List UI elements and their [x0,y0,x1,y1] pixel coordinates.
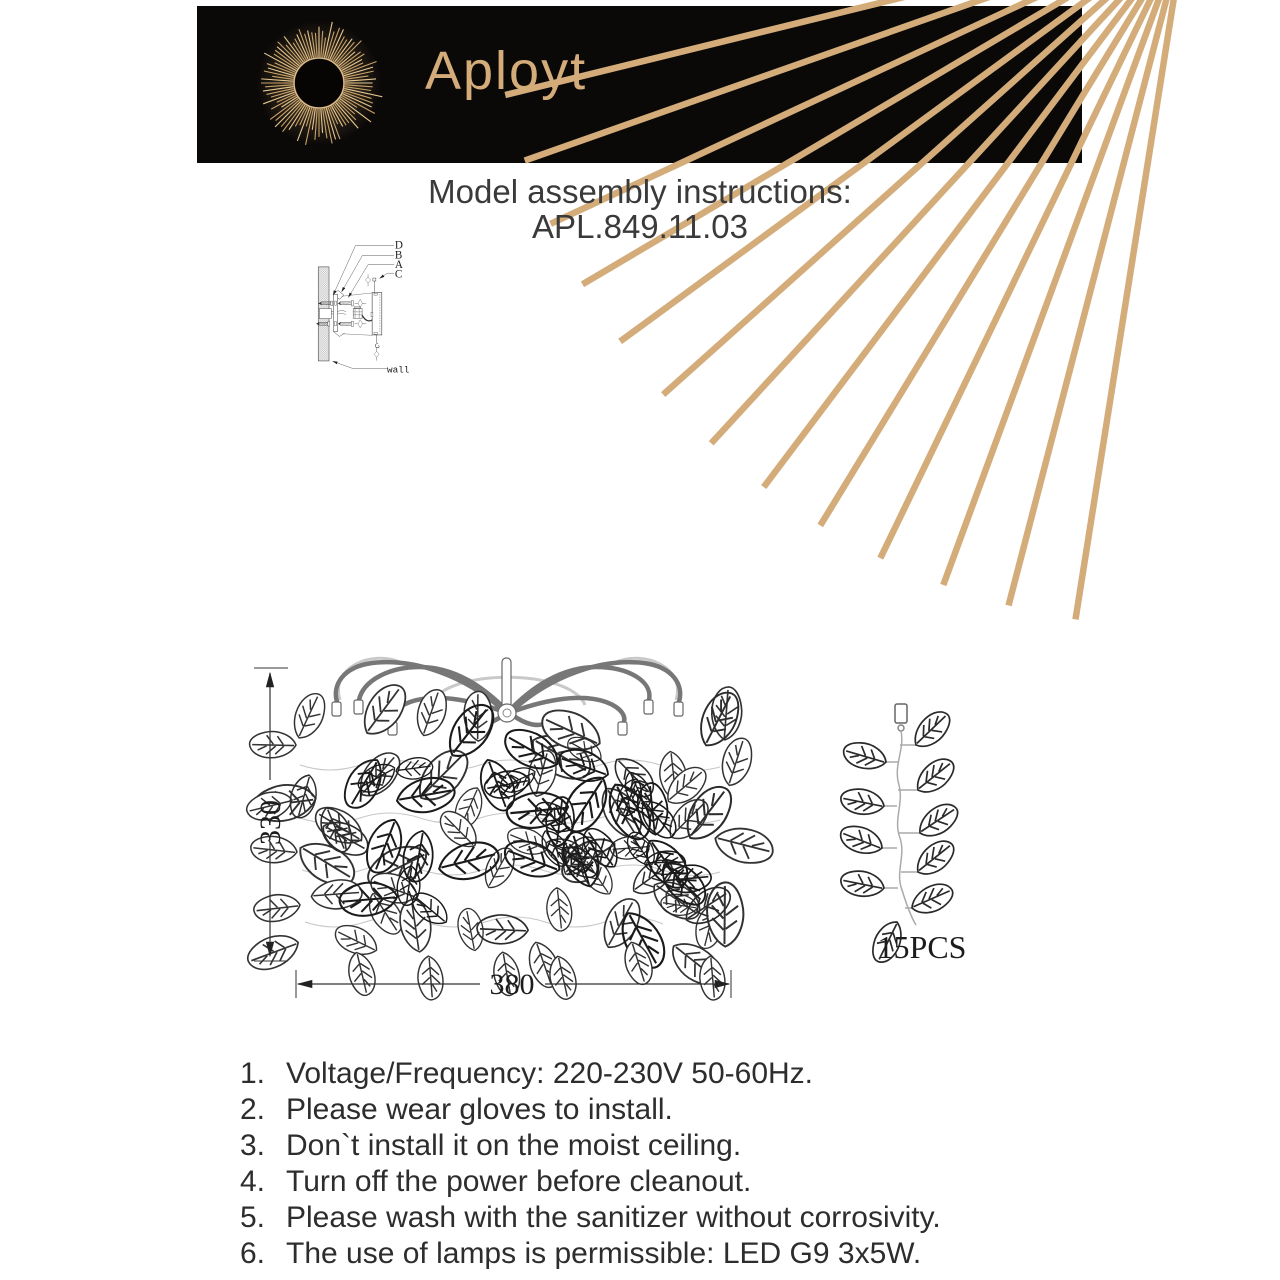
list-item [240,1200,1140,1236]
title-block [0,174,1280,244]
strand-count-label: 15PCS [877,929,967,965]
item-number: 4. [240,1165,266,1198]
arm-hub [498,704,516,722]
bottom-finial [374,335,379,361]
logo-center-disc [294,58,344,108]
part-label-a: A [394,259,403,272]
list-item [240,1092,1140,1128]
terminal-block [353,307,362,319]
height-dimension-label: 330 [254,800,287,845]
wall-label: wall [387,364,410,376]
banner-art [197,6,1082,163]
leaf-cluster [244,678,778,1001]
instructions-list [240,1056,1140,1272]
width-dimension-label: 380 [489,968,535,1001]
center-stem [502,658,511,708]
part-leaders [333,246,394,369]
item-number: 3. [240,1129,266,1162]
list-item [240,1164,1140,1200]
brand-name: Aployt [425,41,588,101]
part-label-d: D [394,239,403,252]
wall-mount-diagram [387,239,780,645]
strand-stem [882,704,920,925]
item-text: The use of lamps is permissible: LED G9 3x5W. [286,1237,922,1270]
front-view-diagram [230,650,770,1020]
item-text: Please wear gloves to install. [286,1093,673,1126]
part-label-c: C [394,268,403,281]
item-number: 1. [240,1057,266,1090]
list-item [240,1128,1140,1164]
list-item [240,1236,1140,1272]
leaf-strand-diagram [830,680,1010,980]
model-number: APL.849.11.03 [532,208,748,245]
item-number: 2. [240,1093,266,1126]
top-cap-screw [365,274,375,292]
backplate [371,293,382,335]
page-title: Model assembly instructions: [428,173,852,210]
brand-banner [197,6,1082,163]
item-text: Please wash with the sanitizer without corrosivity. [286,1201,941,1234]
item-text: Turn off the power before cleanout. [286,1165,752,1198]
item-text: Voltage/Frequency: 220-230V 50-60Hz. [286,1057,814,1090]
part-label-b: B [394,249,403,262]
list-item [240,1056,1140,1092]
item-number: 5. [240,1201,266,1234]
item-text: Don`t install it on the moist ceiling. [286,1129,742,1162]
junction-box [319,309,331,319]
item-number: 6. [240,1237,266,1270]
